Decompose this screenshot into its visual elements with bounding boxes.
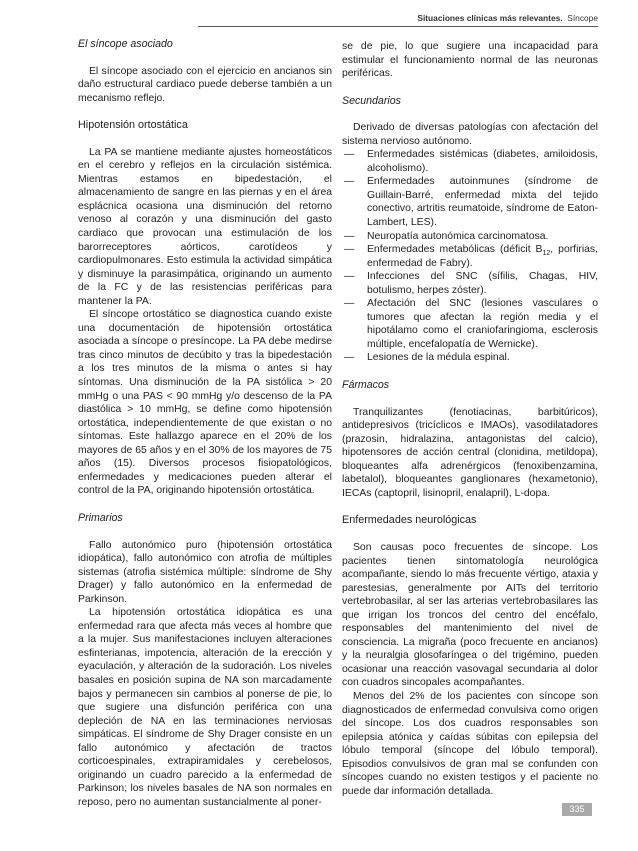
paragraph: Derivado de diversas patologías con afectación del sistema nervioso autónomo.: [342, 122, 598, 147]
paragraph: La PA se mantiene mediante ajustes homeostáticos en el cerebro y reflejos en la circulación sistémica. Mientras estamos en bipedestación, el almacenamiento de sangre en las piernas y en el área esplácnica ocasiona una disminución del retorno venoso al corazón y una disminución del gasto cardiaco que provocan una estimulación de los barorreceptores aórticos, carotídeos y cardiopulmonares. Esto estimula la actividad simpática y disminuye la parasimpática, originando un aumento de la FC y de las resistencias periféricas para mantener la PA.: [78, 146, 332, 307]
paragraph: El síncope ortostático se diagnostica cuando existe una documentación de hipotensión ortostática asociada a síncope o presíncope. La PA debe medirse tras cinco minutos de decúbito y tras la bipedestación a los tres minutos de la misma o antes si hay síntomas. Una disminución de la PA sistólica > 20 mmHg o una PAS < 90 mmHg y/o descenso de la PA diastólica > 10 mmHg, se define como hipotensión ortostática, independientemente de que existan o no síntomas. Este hallazgo aparece en el 20% de los mayores de 65 años y en el 30% de los mayores de 75 años (15). Diversos procesos fisiopatológicos, enfermedades y medicaciones pueden alterar el control de la PA, originando hipotensión ortostática.: [78, 309, 332, 497]
subheading-primarios: Primarios: [78, 511, 123, 524]
list-item: — Neuropatía autonómica carcinomatosa.: [342, 230, 598, 244]
header-rule: [198, 26, 598, 27]
heading-enfermedades-neurologicas: Enfermedades neurológicas: [342, 514, 477, 527]
list-item: — Enfermedades autoinmunes (síndrome de Guillain-Barré, enfermedad mixta del tejido conectivo, artritis reumatoide, síndrome de Eaton-Lambert, LES).: [342, 175, 598, 229]
paragraph: Tranquilizantes (fenotiacinas, barbitúricos), antidepresivos (tricíclicos e IMAOs), vasodilatadores (prazosin, hidralazina, antagonistas del calcio), hipotensores de acción central (clonidina, metildopa), bloqueantes alfa adrenérgicos (fenoxibenzamina, labetalol), bloqueantes ganglionares (hexametonio), IECAs (captopril, lisinopril, enalapril), L-dopa.: [342, 406, 598, 499]
secondary-causes-list: [342, 148, 598, 365]
header-topic: Síncope: [567, 13, 598, 23]
header-section: Situaciones clínicas más relevantes.: [417, 13, 563, 23]
list-item: — Enfermedades sistémicas (diabetes, amiloidosis, alcoholismo).: [342, 148, 598, 175]
right-column: [342, 40, 598, 798]
running-header: [78, 13, 598, 23]
heading-hipotension-ortostatica: Hipotensión ortostática: [78, 119, 188, 132]
paragraph: El síncope asociado con el ejercicio en ancianos sin daño estructural cardiaco puede deberse también a un mecanismo reflejo.: [78, 65, 332, 104]
page-number: 335: [562, 803, 592, 816]
list-item: — Afectación del SNC (lesiones vasculares o tumores que afectan la región media y el hipotálamo como el craniofaringioma, esclerosis múltiple, encefalopatía de Wernicke).: [342, 297, 598, 351]
subheading-secundarios: Secundarios: [342, 94, 401, 107]
paragraph-continued: se de pie, lo que sugiere una incapacidad para estimular el funcionamiento normal de las neuronas periféricas.: [342, 41, 598, 80]
left-column: [78, 38, 332, 809]
paragraph: La hipotensión ortostática idiopática es una enfermedad rara que afecta más veces al hombre que a la mujer. Sus manifestaciones incluyen alteraciones esfinterianas, impotencia, alteración de la erección y eyaculación, y alteración de la sudoración. Los niveles basales en posición supina de NA son marcadamente bajos y permanecen sin cambios al ponerse de pie, lo que sugiere una disfunción periférica con una depleción de NA en las terminaciones nerviosas simpáticas. El síndrome de Shy Drager consiste en un fallo autonómico y afectación de tractos corticoespinales, extrapiramidales y cerebelosos, originando un cuadro parecido a la enfermedad de Parkinson; los niveles basales de NA son normales en reposo, pero no aumentan sustancialmente al poner-: [78, 607, 332, 808]
list-item: — Lesiones de la médula espinal.: [342, 351, 598, 365]
subheading-sincope-asociado: El síncope asociado: [78, 38, 173, 50]
list-item: — Enfermedades metabólicas (déficit $B_{12}$, porfirias, enfermedad de Fabry).: [342, 243, 598, 270]
paragraph: Menos del 2% de los pacientes con síncope son diagnosticados de enfermedad convulsiva como origen del síncope. Los dos cuadros responsables son epilepsia atónica y caídas súbitas con epilepsia del lóbulo temporal (síncope del lóbulo temporal). Episodios convulsivos de gran mal se confunden con síncopes cuando no existen testigos y el paciente no puede dar información detallada.: [342, 690, 598, 797]
paragraph: Son causas poco frecuentes de síncope. Los pacientes tienen sintomatología neurológica acompañante, siendo lo más frecuente vértigo, ataxia y parestesias, generalmente por AITs del territorio vertebrobasilar, al ser las arterias vertebrobasilares las que irrigan los troncos del centro del encéfalo, responsables del mantenimiento del nivel de consciencia. La migraña (poco frecuente en ancianos) y la neuralgia glosofaríngea o del trigémino, pueden ocasionar una reacción vasovagal secundaria al dolor con cuadros sincopales acompañantes.: [342, 541, 598, 689]
list-item: — Infecciones del SNC (sífilis, Chagas, HIV, botulismo, herpes zóster).: [342, 270, 598, 297]
subheading-farmacos: Fármacos: [342, 379, 390, 392]
paragraph: Fallo autonómico puro (hipotensión ortostática idiopática), fallo autonómico con atrofia de múltiples sistemas (atrofia sistémica múltiple: síndrome de Shy Drager) y fallo autonómico en la enfermedad de Parkinson.: [78, 539, 332, 605]
